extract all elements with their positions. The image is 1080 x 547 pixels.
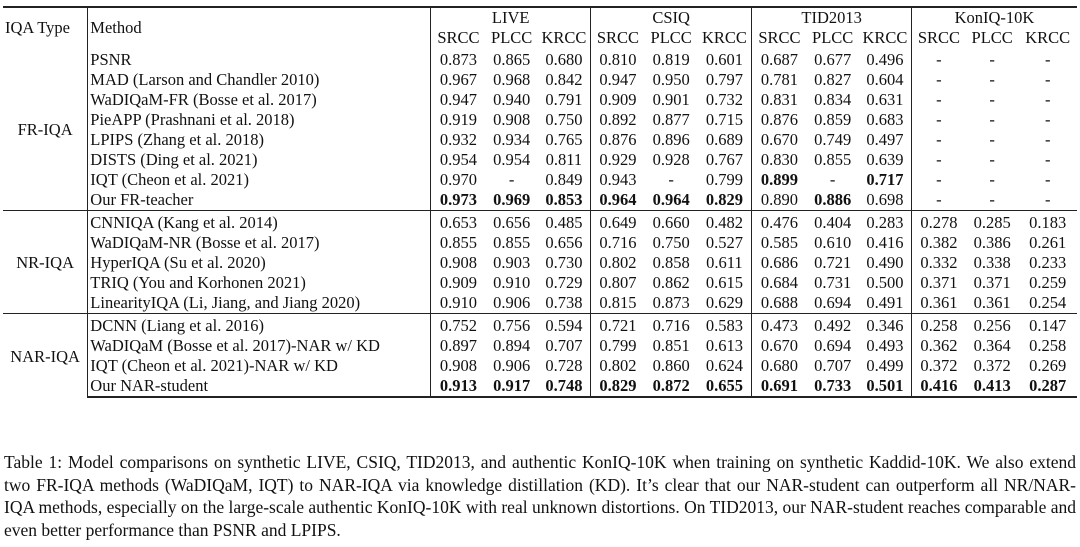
score-cell: - bbox=[1044, 150, 1051, 169]
metric-header: KRCC bbox=[862, 28, 908, 47]
score-cell: - bbox=[1044, 50, 1051, 69]
score-cell: 0.799 bbox=[590, 336, 645, 356]
method-name: DISTS (Ding et al. 2021) bbox=[88, 150, 431, 170]
method-name: WaDIQaM-FR (Bosse et al. 2017) bbox=[88, 90, 431, 110]
dataset-header-koniq: KonIQ-10K bbox=[911, 7, 1077, 28]
score-cell: - bbox=[911, 170, 966, 190]
score-cell: - bbox=[508, 170, 515, 189]
score-cell: 0.767 bbox=[705, 150, 743, 169]
table-row bbox=[3, 293, 1077, 314]
score-cell: 0.968 bbox=[493, 70, 531, 89]
dataset-header-tid2013: TID2013 bbox=[752, 7, 911, 28]
score-cell: 0.500 bbox=[866, 273, 904, 292]
metric-header: PLCC bbox=[971, 28, 1013, 47]
score-cell: 0.371 bbox=[973, 273, 1011, 292]
score-cell: 0.862 bbox=[652, 273, 690, 292]
score-cell: 0.684 bbox=[752, 273, 807, 293]
score-cell: 0.698 bbox=[859, 190, 912, 211]
score-cell: 0.473 bbox=[752, 314, 807, 337]
score-cell: 0.973 bbox=[431, 190, 486, 211]
score-cell: 0.371 bbox=[911, 273, 966, 293]
score-cell: 0.849 bbox=[545, 170, 583, 189]
score-cell: 0.890 bbox=[752, 190, 807, 211]
method-name: Our NAR-student bbox=[88, 376, 431, 397]
score-cell: 0.721 bbox=[590, 314, 645, 337]
score-cell: 0.346 bbox=[859, 314, 912, 337]
method-name: LinearityIQA (Li, Jiang, and Jiang 2020) bbox=[88, 293, 431, 314]
score-cell: 0.908 bbox=[493, 110, 531, 129]
score-cell: 0.259 bbox=[1029, 273, 1067, 292]
score-cell: 0.594 bbox=[538, 314, 591, 337]
score-cell: 0.892 bbox=[590, 110, 645, 130]
score-cell: 0.416 bbox=[866, 233, 904, 252]
metric-header: SRCC bbox=[911, 28, 966, 48]
score-cell: 0.851 bbox=[652, 336, 690, 355]
score-cell: 0.799 bbox=[705, 170, 743, 189]
score-cell: 0.731 bbox=[814, 273, 852, 292]
score-cell: - bbox=[911, 90, 966, 110]
score-cell: 0.361 bbox=[966, 293, 1018, 314]
score-cell: 0.688 bbox=[752, 293, 807, 314]
score-cell: 0.233 bbox=[1029, 253, 1067, 272]
score-cell: 0.501 bbox=[859, 376, 912, 397]
method-header: Method bbox=[88, 7, 431, 48]
score-cell: 0.756 bbox=[485, 314, 537, 337]
score-cell: 0.913 bbox=[431, 376, 486, 397]
score-cell: 0.765 bbox=[545, 130, 583, 149]
table-row bbox=[3, 110, 1077, 130]
score-cell: 0.613 bbox=[705, 336, 743, 355]
score-cell: 0.932 bbox=[431, 130, 486, 150]
score-cell: 0.715 bbox=[705, 110, 743, 129]
score-cell: 0.729 bbox=[545, 273, 583, 292]
score-cell: 0.811 bbox=[545, 150, 583, 169]
score-cell: 0.656 bbox=[545, 233, 583, 252]
score-cell: 0.781 bbox=[752, 70, 807, 90]
score-cell: 0.624 bbox=[705, 356, 743, 375]
score-cell: 0.791 bbox=[545, 90, 583, 109]
iqa-type-label: FR-IQA bbox=[17, 120, 73, 139]
score-cell: 0.670 bbox=[752, 130, 807, 150]
score-cell: 0.886 bbox=[806, 190, 858, 211]
score-cell: 0.660 bbox=[645, 211, 697, 234]
score-cell: 0.876 bbox=[752, 110, 807, 130]
score-cell: 0.894 bbox=[493, 336, 531, 355]
score-cell: 0.490 bbox=[866, 253, 904, 272]
score-cell: 0.865 bbox=[493, 50, 531, 69]
score-cell: - bbox=[1044, 70, 1051, 89]
score-cell: 0.256 bbox=[966, 314, 1018, 337]
table-row bbox=[3, 253, 1077, 273]
score-cell: - bbox=[911, 70, 966, 90]
score-cell: 0.901 bbox=[652, 90, 690, 109]
metric-header: KRCC bbox=[541, 28, 587, 47]
score-cell: 0.855 bbox=[814, 150, 852, 169]
header-row-datasets bbox=[3, 7, 1077, 28]
score-cell: 0.492 bbox=[806, 314, 858, 337]
score-cell: 0.585 bbox=[752, 233, 807, 253]
score-cell: 0.903 bbox=[493, 253, 531, 272]
score-cell: 0.733 bbox=[806, 376, 858, 397]
method-name: PieAPP (Prashnani et al. 2018) bbox=[88, 110, 431, 130]
score-cell: - bbox=[1044, 170, 1051, 189]
table-row bbox=[3, 211, 1077, 234]
score-cell: - bbox=[1044, 110, 1051, 129]
score-cell: 0.906 bbox=[493, 356, 531, 375]
score-cell: 0.491 bbox=[859, 293, 912, 314]
score-cell: 0.527 bbox=[705, 233, 743, 252]
method-name: HyperIQA (Su et al. 2020) bbox=[88, 253, 431, 273]
score-cell: 0.721 bbox=[814, 253, 852, 272]
metric-header: KRCC bbox=[1025, 28, 1071, 47]
score-cell: 0.853 bbox=[538, 190, 591, 211]
score-cell: - bbox=[989, 90, 995, 109]
score-cell: 0.258 bbox=[911, 314, 966, 337]
score-cell: 0.827 bbox=[814, 70, 852, 89]
score-cell: 0.910 bbox=[431, 293, 486, 314]
score-cell: 0.748 bbox=[538, 376, 591, 397]
score-cell: 0.404 bbox=[806, 211, 858, 234]
table-row bbox=[3, 233, 1077, 253]
score-cell: - bbox=[1044, 130, 1051, 149]
method-name: IQT (Cheon et al. 2021) bbox=[88, 170, 431, 190]
score-cell: 0.655 bbox=[697, 376, 752, 397]
score-cell: 0.261 bbox=[1029, 233, 1067, 252]
score-cell: 0.970 bbox=[431, 170, 486, 190]
score-cell: 0.615 bbox=[705, 273, 743, 292]
score-cell: 0.332 bbox=[911, 253, 966, 273]
metric-header: KRCC bbox=[701, 28, 747, 47]
table-row bbox=[3, 376, 1077, 397]
table-row bbox=[3, 90, 1077, 110]
score-cell: 0.499 bbox=[866, 356, 904, 375]
score-cell: - bbox=[989, 70, 995, 89]
table-row bbox=[3, 130, 1077, 150]
score-cell: 0.873 bbox=[431, 48, 486, 70]
score-cell: - bbox=[829, 170, 836, 189]
score-cell: 0.802 bbox=[590, 356, 645, 376]
score-cell: 0.183 bbox=[1018, 211, 1077, 234]
score-cell: 0.873 bbox=[645, 293, 697, 314]
score-cell: 0.947 bbox=[590, 70, 645, 90]
method-name: WaDIQaM (Bosse et al. 2017)-NAR w/ KD bbox=[88, 336, 431, 356]
score-cell: 0.877 bbox=[652, 110, 690, 129]
score-cell: 0.583 bbox=[697, 314, 752, 337]
score-cell: - bbox=[989, 150, 995, 169]
score-cell: 0.604 bbox=[866, 70, 904, 89]
score-cell: 0.476 bbox=[752, 211, 807, 234]
method-name: MAD (Larson and Chandler 2010) bbox=[88, 70, 431, 90]
score-cell: 0.947 bbox=[431, 90, 486, 110]
score-cell: 0.919 bbox=[431, 110, 486, 130]
metric-header: PLCC bbox=[650, 28, 692, 47]
score-cell: 0.964 bbox=[645, 190, 697, 211]
score-cell: 0.940 bbox=[493, 90, 531, 109]
score-cell: 0.831 bbox=[752, 90, 807, 110]
score-cell: - bbox=[989, 130, 995, 149]
score-cell: 0.872 bbox=[645, 376, 697, 397]
score-cell: 0.716 bbox=[590, 233, 645, 253]
score-cell: 0.819 bbox=[652, 50, 690, 69]
score-cell: 0.485 bbox=[538, 211, 591, 234]
score-cell: 0.653 bbox=[431, 211, 486, 234]
table-caption: Table 1: Model comparisons on synthetic LIVE, CSIQ, TID2013, and authentic KonIQ-10K when training on synthetic Kaddid-10K. We also extend two FR-IQA methods (WaDIQaM, IQT) to NAR-IQA via knowledge distillation (KD). It’s clear that our NAR-student can outperform all NR/NAR-IQA methods, especially on the large-scale authentic KonIQ-10K with real unknown distortions. On TID2013, our NAR-student reaches comparable and even better performance than PSNR and LPIPS. bbox=[4, 452, 1076, 540]
table-row bbox=[3, 273, 1077, 293]
score-cell: 0.943 bbox=[590, 170, 645, 190]
score-cell: 0.897 bbox=[431, 336, 486, 356]
metric-header: PLCC bbox=[812, 28, 854, 47]
score-cell: 0.810 bbox=[590, 48, 645, 70]
method-name: LPIPS (Zhang et al. 2018) bbox=[88, 130, 431, 150]
score-cell: 0.694 bbox=[814, 336, 852, 355]
results-table bbox=[3, 6, 1077, 398]
method-name: CNNIQA (Kang et al. 2014) bbox=[88, 211, 431, 234]
metric-header: PLCC bbox=[491, 28, 533, 47]
score-cell: 0.928 bbox=[652, 150, 690, 169]
score-cell: 0.834 bbox=[814, 90, 852, 109]
table-row bbox=[3, 48, 1077, 70]
score-cell: 0.716 bbox=[645, 314, 697, 337]
score-cell: 0.855 bbox=[431, 233, 486, 253]
score-cell: - bbox=[989, 170, 995, 189]
score-cell: 0.386 bbox=[973, 233, 1011, 252]
score-cell: - bbox=[1018, 190, 1077, 211]
table-row bbox=[3, 356, 1077, 376]
score-cell: 0.686 bbox=[752, 253, 807, 273]
score-cell: - bbox=[911, 130, 966, 150]
score-cell: 0.717 bbox=[866, 170, 904, 189]
score-cell: 0.287 bbox=[1018, 376, 1077, 397]
score-cell: - bbox=[1044, 90, 1051, 109]
score-cell: 0.382 bbox=[911, 233, 966, 253]
table-row bbox=[3, 314, 1077, 337]
score-cell: 0.954 bbox=[431, 150, 486, 170]
score-cell: 0.750 bbox=[545, 110, 583, 129]
score-cell: 0.283 bbox=[859, 211, 912, 234]
score-cell: 0.364 bbox=[973, 336, 1011, 355]
method-name: WaDIQaM-NR (Bosse et al. 2017) bbox=[88, 233, 431, 253]
table-row bbox=[3, 150, 1077, 170]
table-row bbox=[3, 190, 1077, 211]
score-cell: 0.860 bbox=[652, 356, 690, 375]
dataset-header-live: LIVE bbox=[431, 7, 590, 28]
score-cell: 0.611 bbox=[706, 253, 743, 272]
score-cell: 0.896 bbox=[652, 130, 690, 149]
score-cell: 0.285 bbox=[966, 211, 1018, 234]
method-name: PSNR bbox=[88, 48, 431, 70]
score-cell: 0.858 bbox=[652, 253, 690, 272]
score-cell: 0.629 bbox=[697, 293, 752, 314]
score-cell: 0.899 bbox=[752, 170, 807, 190]
score-cell: 0.649 bbox=[590, 211, 645, 234]
score-cell: 0.908 bbox=[431, 356, 486, 376]
score-cell: 0.807 bbox=[590, 273, 645, 293]
score-cell: 0.750 bbox=[652, 233, 690, 252]
score-cell: 0.728 bbox=[545, 356, 583, 375]
table-body bbox=[3, 48, 1077, 397]
score-cell: 0.413 bbox=[966, 376, 1018, 397]
metric-header: SRCC bbox=[752, 28, 807, 48]
score-cell: 0.802 bbox=[590, 253, 645, 273]
score-cell: 0.964 bbox=[590, 190, 645, 211]
score-cell: 0.610 bbox=[814, 233, 852, 252]
score-cell: 0.656 bbox=[485, 211, 537, 234]
score-cell: 0.815 bbox=[590, 293, 645, 314]
score-cell: 0.707 bbox=[814, 356, 852, 375]
score-cell: 0.797 bbox=[705, 70, 743, 89]
score-cell: 0.601 bbox=[705, 50, 743, 69]
metric-header: SRCC bbox=[431, 28, 486, 48]
score-cell: 0.908 bbox=[431, 253, 486, 273]
score-cell: - bbox=[989, 110, 995, 129]
score-cell: 0.631 bbox=[866, 90, 904, 109]
metric-header: SRCC bbox=[590, 28, 645, 48]
score-cell: - bbox=[911, 150, 966, 170]
score-cell: 0.967 bbox=[431, 70, 486, 90]
score-cell: 0.687 bbox=[752, 48, 807, 70]
score-cell: 0.372 bbox=[973, 356, 1011, 375]
table-row bbox=[3, 336, 1077, 356]
score-cell: 0.855 bbox=[493, 233, 531, 252]
score-cell: 0.680 bbox=[752, 356, 807, 376]
score-cell: 0.829 bbox=[697, 190, 752, 211]
score-cell: - bbox=[989, 50, 995, 69]
iqa-type-header: IQA Type bbox=[3, 7, 88, 48]
score-cell: 0.689 bbox=[705, 130, 743, 149]
score-cell: 0.829 bbox=[590, 376, 645, 397]
score-cell: 0.950 bbox=[652, 70, 690, 89]
score-cell: 0.670 bbox=[752, 336, 807, 356]
dataset-header-csiq: CSIQ bbox=[590, 7, 752, 28]
score-cell: 0.269 bbox=[1029, 356, 1067, 375]
score-cell: 0.694 bbox=[806, 293, 858, 314]
score-cell: - bbox=[966, 190, 1018, 211]
table-row bbox=[3, 70, 1077, 90]
score-cell: 0.929 bbox=[590, 150, 645, 170]
score-cell: 0.497 bbox=[866, 130, 904, 149]
score-cell: 0.691 bbox=[752, 376, 807, 397]
score-cell: 0.639 bbox=[866, 150, 904, 169]
iqa-type-label: NR-IQA bbox=[3, 211, 88, 314]
score-cell: 0.969 bbox=[485, 190, 537, 211]
score-cell: - bbox=[668, 170, 674, 189]
method-name: TRIQ (You and Korhonen 2021) bbox=[88, 273, 431, 293]
score-cell: 0.278 bbox=[911, 211, 966, 234]
score-cell: 0.909 bbox=[431, 273, 486, 293]
score-cell: 0.730 bbox=[545, 253, 583, 272]
score-cell: 0.909 bbox=[590, 90, 645, 110]
score-cell: 0.876 bbox=[590, 130, 645, 150]
score-cell: 0.954 bbox=[493, 150, 531, 169]
score-cell: 0.496 bbox=[866, 50, 904, 69]
score-cell: 0.338 bbox=[973, 253, 1011, 272]
score-cell: 0.707 bbox=[545, 336, 583, 355]
score-cell: 0.372 bbox=[911, 356, 966, 376]
score-cell: 0.749 bbox=[814, 130, 852, 149]
score-cell: 0.677 bbox=[814, 50, 852, 69]
score-cell: 0.934 bbox=[493, 130, 531, 149]
method-name: IQT (Cheon et al. 2021)-NAR w/ KD bbox=[88, 356, 431, 376]
score-cell: 0.362 bbox=[911, 336, 966, 356]
score-cell: 0.416 bbox=[911, 376, 966, 397]
score-cell: 0.738 bbox=[538, 293, 591, 314]
score-cell: 0.258 bbox=[1029, 336, 1067, 355]
score-cell: 0.917 bbox=[485, 376, 537, 397]
score-cell: 0.910 bbox=[493, 273, 531, 292]
score-cell: 0.482 bbox=[697, 211, 752, 234]
score-cell: 0.683 bbox=[866, 110, 904, 129]
score-cell: 0.906 bbox=[485, 293, 537, 314]
score-cell: - bbox=[911, 190, 966, 211]
method-name: Our FR-teacher bbox=[88, 190, 431, 211]
score-cell: 0.493 bbox=[866, 336, 904, 355]
score-cell: 0.732 bbox=[705, 90, 743, 109]
score-cell: - bbox=[911, 48, 966, 70]
score-cell: 0.361 bbox=[911, 293, 966, 314]
table-row bbox=[3, 170, 1077, 190]
score-cell: 0.147 bbox=[1018, 314, 1077, 337]
iqa-type-label: NAR-IQA bbox=[3, 314, 88, 398]
score-cell: 0.752 bbox=[431, 314, 486, 337]
score-cell: 0.842 bbox=[545, 70, 583, 89]
score-cell: 0.830 bbox=[752, 150, 807, 170]
score-cell: - bbox=[911, 110, 966, 130]
score-cell: 0.859 bbox=[814, 110, 852, 129]
results-table-container bbox=[3, 6, 1077, 398]
method-name: DCNN (Liang et al. 2016) bbox=[88, 314, 431, 337]
score-cell: 0.254 bbox=[1018, 293, 1077, 314]
score-cell: 0.680 bbox=[545, 50, 583, 69]
